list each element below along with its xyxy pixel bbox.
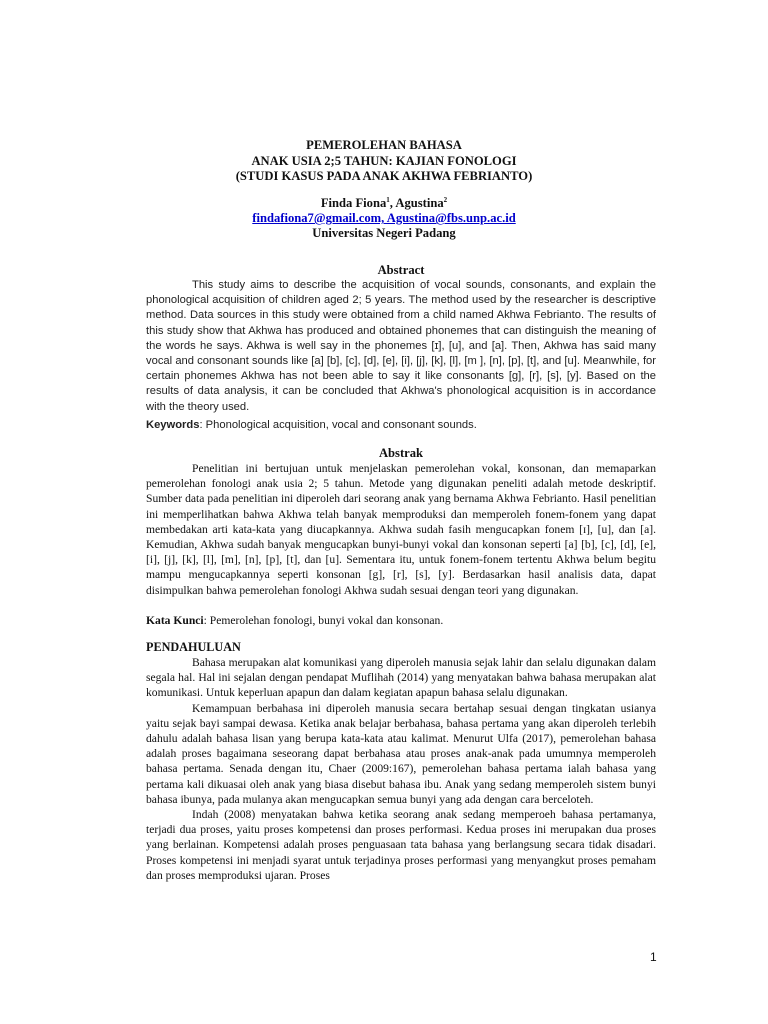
abstrak-heading: Abstrak: [378, 446, 424, 460]
section-heading-pendahuluan: PENDAHULUAN: [146, 640, 241, 654]
author-2: Agustina: [395, 196, 444, 211]
abstract-indonesian-text: Penelitian ini bertujuan untuk menjelaskan pemerolehan vokal, konsonan, dan memaparkan pemerolehan fonologi anak usia 2; 5 tahun. Metode yang digunakan peneliti adalah metode deskriptif. Sumber data pada penelitian ini diperoleh dari seorang anak yang bernama Akhwa Febrianto. Hasil penelitian ini memperlihatkan bahwa Akhwa telah banyak memproduksi dan memperoleh fonem-fonem yang dapat membedakan arti kata-kata yang diucapkannya. Akhwa sudah fasih mengucapkan fonem [ɪ], [u], dan [a]. Kemudian, Akhwa sudah banyak mengucapkan bunyi-bunyi vokal dan konsonan seperti [a] [b], [c], [d], [e], [i], [j], [k], [l], [m], [n], [p], [t], dan [u]. Sementara itu, untuk fonem-fonem tertentu Akhwa belum begitu mampu mengucapkannya seperti konsonan [g], [r], [s], [y]. Berdasarkan hasil analisis data, dapat disimpulkan bahwa pemerolehan fonologi Akhwa sudah sesuai dengan teori yang digunakan.: [146, 462, 656, 597]
abstract-heading: Abstract: [377, 263, 425, 277]
abstract-english-text: This study aims to describe the acquisition of vocal sounds, consonants, and explain the phonological acquisition of children aged 2; 5 years. The method used by the researcher is descriptive method. Data sources in this study were obtained from a child named Akhwa Febrianto. The results of this study show that Akhwa has produced and obtained phonemes that can distinguish the meaning of the words he says. Akhwa is well say in the phonemes [ɪ], [u], and [a]. Then, Akhwa has said many vocal and consonant sounds like [a] [b], [c], [d], [e], [i], [j], [k], [l], [m ], [n], [p], [t], and [u]. Meanwhile, for certain phonemes Akhwa has not been able to say it like consonants [g], [r], [s], [y]. Based on the results of data analysis, it can be concluded that Akhwa's phonological acquisition is in accordance with the theory used.: [146, 279, 656, 413]
title-line-2: ANAK USIA 2;5 TAHUN: KAJIAN FONOLOGI: [251, 153, 517, 168]
kata-kunci-text: : Pemerolehan fonologi, bunyi vokal dan konsonan.: [203, 614, 444, 627]
affiliation: Universitas Negeri Padang: [312, 226, 456, 241]
author-1: Finda Fiona: [320, 196, 387, 211]
introduction-body: [146, 655, 656, 883]
author-names: [0, 193, 768, 211]
paper-title: [0, 138, 768, 185]
paragraph-1: Bahasa merupakan alat komunikasi yang diperoleh manusia sejak lahir dan selalu digunakan dalam segala hal. Hal ini sejalan dengan pendapat Muflihah (2014) yang menyatakan bahwa bahasa merupakan alat komunikasi. Untuk keperluan apapun dan dalam kegiatan apapun bahasa selalu digunakan.: [146, 656, 656, 700]
author-emails-link[interactable]: findafiona7@gmail.com, Agustina@fbs.unp.ac.id: [252, 211, 516, 226]
keywords-line: [146, 419, 656, 431]
author-block: [0, 193, 768, 241]
keywords-label: Keywords: [146, 419, 200, 431]
kata-kunci-label: Kata Kunci: [146, 614, 204, 627]
title-line-1: PEMEROLEHAN BAHASA: [306, 138, 462, 152]
title-line-3: (STUDI KASUS PADA ANAK AKHWA FEBRIANTO): [235, 169, 533, 183]
author-2-superscript: 2: [443, 196, 448, 204]
paragraph-2: Kemampuan berbahasa ini diperoleh manusia secara bertahap sesuai dengan tingkatan usianya yaitu sejak bayi sampai dewasa. Ketika anak belajar berbahasa, bahasa pertama yang akan diperoleh terlebih dahulu adalah bahasa lisan yang berupa kata-kata atau kalimat. Menurut Ulfa (2017), pemerolehan bahasa adalah proses bagaimana seseorang dapat berbahasa atau proses anak-anak pada umumnya memperoleh bahasa pertama. Senada dengan itu, Chaer (2009:167), pemerolehan bahasa pertama ialah bahasa yang pertama kali dikuasai oleh anak yang biasa disebut bahasa ibu. Anak yang sedang memperoleh sistem bunyi bahasa ibunya, pada mulanya akan mengucapkan semua bunyi yang ada dengan cara berceloteh.: [146, 701, 656, 806]
author-1-superscript: 1: [386, 196, 390, 204]
page-number: 1: [650, 950, 657, 964]
kata-kunci-line: [146, 614, 656, 627]
author-separator: ,: [389, 196, 396, 211]
paragraph-3: Indah (2008) menyatakan bahwa ketika seorang anak sedang memperoeh bahasa pertamanya, terjadi dua proses, yaitu proses kompetensi dan proses performasi. Kedua proses ini merupakan dua proses yang berlainan. Kompetensi adalah proses penguasaan tata bahasa yang berlangsung secara tidak disadari. Proses kompetensi ini menjadi syarat untuk terjadinya proses performasi yang menyangkut proses pemaham dan proses memproduksi ujaran. Proses: [146, 808, 656, 882]
keywords-text: : Phonological acquisition, vocal and consonant sounds.: [199, 419, 477, 431]
